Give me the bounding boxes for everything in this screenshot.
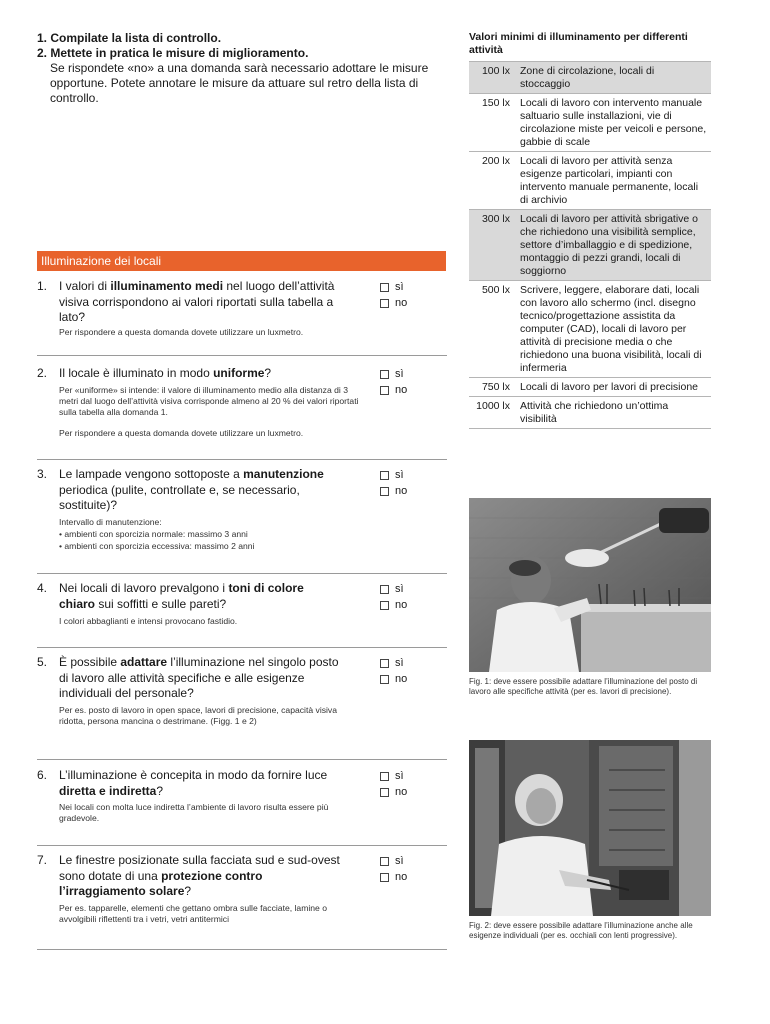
question-note: Per «uniforme» si intende: il valore di illuminamento medio alla distanza di 3 metri dal luogo dell’attività visiva corrisponde almeno al 20 % dei valori riportati sulla tabella alla domanda 1. [59, 385, 359, 418]
checkbox-no[interactable]: no [380, 484, 407, 500]
question-text: Il locale è illuminato in modo uniforme? [59, 366, 272, 380]
intro-step-1: 1. Compilate la lista di controllo. [37, 31, 222, 45]
checkbox-icon [380, 675, 389, 684]
question-2 [37, 366, 447, 459]
checkbox-icon [380, 299, 389, 308]
figure-2-photo [469, 740, 711, 916]
checkbox-si[interactable]: sì [380, 769, 407, 785]
checkbox-icon [380, 386, 389, 395]
question-number: 5. [37, 655, 48, 669]
answer-options [380, 769, 407, 800]
activity-description: Locali di lavoro con intervento manuale saltuario sulle installazioni, vie di circolazione miste per veicoli e persone, gabbie di scale [520, 97, 707, 148]
checkbox-no[interactable]: no [380, 296, 407, 312]
question-text: L’illuminazione è concepita in modo da fornire luce diretta e indiretta? [59, 768, 328, 798]
checkbox-si[interactable]: sì [380, 468, 407, 484]
answer-options [380, 854, 407, 885]
activity-description: Locali di lavoro per attività senza esigenze particolari, impianti con intervento manuale permanente, locali di archivio [520, 155, 699, 206]
activity-description: Attività che richiedono un’ottima visibilità [520, 400, 669, 425]
lux-value: 100 lx [481, 65, 510, 77]
activity-description: Scrivere, leggere, elaborare dati, locali con lavoro allo schermo (incl. disegno tecnico/progettazione assistita da computer (CAD), locali di lavoro per attività di precisione media o che richiedono una buona visibilità, locali di infermeria [520, 284, 702, 374]
lux-value: 300 lx [481, 213, 510, 225]
checkbox-icon [380, 585, 389, 594]
lux-value: 1000 lx [476, 400, 510, 412]
question-text: È possibile adattare l’illuminazione nel singolo posto di lavoro alle attività specifiche e alle esigenze individuali del personale? [59, 655, 339, 700]
checkbox-no[interactable]: no [380, 672, 407, 688]
lux-value: 750 lx [481, 381, 510, 393]
question-number: 2. [37, 366, 48, 380]
table-row [469, 94, 711, 152]
checkbox-icon [380, 487, 389, 496]
checkbox-si[interactable]: sì [380, 854, 407, 870]
intro-note: Se rispondete «no» a una domanda sarà necessario adottare le misure opportune. Potete annotare le misure da attuare sul retro della lista di controllo. [50, 61, 429, 105]
question-6 [37, 768, 447, 845]
checkbox-no[interactable]: no [380, 598, 407, 614]
question-number: 1. [37, 279, 48, 293]
checkbox-icon [380, 601, 389, 610]
divider [37, 949, 447, 950]
illuminance-table-title: Valori minimi di illuminamento per differenti attività [469, 31, 688, 56]
table-row [469, 378, 711, 397]
question-note: Per es. tapparelle, elementi che gettano ombra sulle facciate, lamine o avvolgibili riflettenti tra i vetri, vetri antitermici [59, 903, 327, 925]
question-text: Nei locali di lavoro prevalgono i toni di colore chiaro sui soffitti e sulle pareti? [59, 581, 304, 611]
question-5 [37, 655, 447, 759]
checkbox-icon [380, 772, 389, 781]
answer-options [380, 656, 407, 687]
checkbox-icon [380, 659, 389, 668]
checkbox-icon [380, 873, 389, 882]
question-note: I colori abbaglianti e intensi provocano fastidio. [59, 616, 238, 626]
lux-value: 500 lx [481, 284, 510, 296]
question-text: Le lampade vengono sottoposte a manutenzione periodica (pulite, controllate e, se necessario, sostituite)? [59, 467, 324, 512]
question-note-2: • ambienti con sporcizia normale: massimo 3 anni [59, 529, 248, 539]
divider [37, 647, 447, 648]
intro-instructions [37, 31, 447, 106]
answer-options [380, 367, 407, 398]
question-1 [37, 279, 447, 366]
table-row [469, 62, 711, 94]
answer-options [380, 468, 407, 499]
divider [37, 759, 447, 760]
question-note: Intervallo di manutenzione: [59, 517, 162, 527]
figure-1-photo [469, 498, 711, 672]
question-4 [37, 581, 447, 647]
figure-2-caption: Fig. 2: deve essere possibile adattare l’illuminazione anche alle esigenze individuali (per es. occhiali con lenti progressive). [469, 921, 693, 940]
activity-description: Locali di lavoro per lavori di precisione [520, 381, 699, 393]
checkbox-icon [380, 283, 389, 292]
question-text: Le finestre posizionate sulla facciata sud e sud-ovest sono dotate di una protezione contro l’irraggiamento solare? [59, 853, 340, 898]
checkbox-icon [380, 370, 389, 379]
question-text: I valori di illuminamento medi nel luogo dell’attività visiva corrispondono ai valori riportati sulla tabella a lato? [59, 279, 335, 324]
question-number: 3. [37, 467, 48, 481]
question-number: 7. [37, 853, 48, 867]
question-3 [37, 467, 447, 573]
lux-value: 150 lx [481, 97, 510, 109]
activity-description: Locali di lavoro per attività sbrigative o che richiedono una visibilità semplice, settore d’imballaggio e di spedizione, montaggio di pezzi grandi, locali di soggiorno [520, 213, 699, 277]
checkbox-icon [380, 788, 389, 797]
table-row [469, 210, 711, 281]
question-number: 6. [37, 768, 48, 782]
checkbox-no[interactable]: no [380, 870, 407, 886]
lux-value: 200 lx [481, 155, 510, 167]
electrical-cabinet-photo-icon [469, 740, 711, 916]
answer-options [380, 582, 407, 613]
question-note-3: • ambienti con sporcizia eccessiva: massimo 2 anni [59, 541, 255, 551]
checkbox-si[interactable]: sì [380, 367, 407, 383]
divider [37, 845, 447, 846]
question-note-2: Per rispondere a questa domanda dovete utilizzare un luxmetro. [59, 428, 304, 438]
checkbox-si[interactable]: sì [380, 582, 407, 598]
section-title-band: Illuminazione dei locali [37, 251, 446, 271]
checkbox-si[interactable]: sì [380, 656, 407, 672]
intro-step-2: 2. Mettete in pratica le misure di miglioramento. [37, 46, 309, 60]
figure-1-caption: Fig. 1: deve essere possibile adattare l’illuminazione del posto di lavoro alle specifiche attività (per es. lavori di precisione). [469, 677, 698, 696]
checkbox-icon [380, 471, 389, 480]
question-number: 4. [37, 581, 48, 595]
divider [37, 459, 447, 460]
question-note: Per es. posto di lavoro in open space, lavori di precisione, capacità visiva ridotta, persona mancina o destrimane. (Figg. 1 e 2) [59, 705, 338, 727]
precision-work-photo-icon [469, 498, 711, 672]
question-note: Nei locali con molta luce indiretta l’ambiente di lavoro risulta essere più gradevole. [59, 802, 329, 824]
table-row [469, 397, 711, 429]
question-note: Per rispondere a questa domanda dovete utilizzare un luxmetro. [59, 327, 304, 337]
checkbox-no[interactable]: no [380, 383, 407, 399]
table-row [469, 152, 711, 210]
activity-description: Zone di circolazione, locali di stoccaggio [520, 65, 655, 90]
table-row [469, 281, 711, 378]
question-7 [37, 853, 447, 949]
illuminance-table [469, 61, 711, 429]
checkbox-si[interactable]: sì [380, 280, 407, 296]
checkbox-no[interactable]: no [380, 785, 407, 801]
answer-options [380, 280, 407, 311]
divider [37, 355, 447, 356]
divider [37, 573, 447, 574]
checkbox-icon [380, 857, 389, 866]
